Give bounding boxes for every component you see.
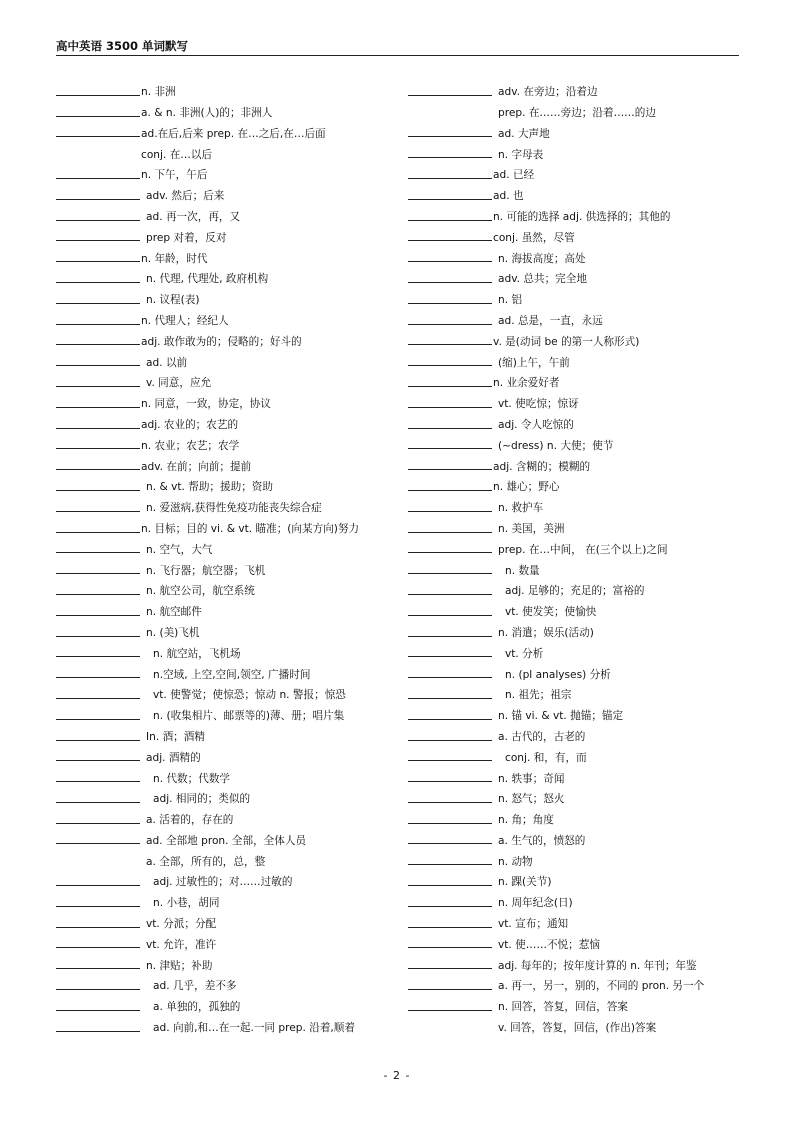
word-definition: n. 角；角度 <box>498 814 554 827</box>
word-definition: vt. 使警觉；使惊恐；惊动 n. 警报；惊恐 <box>153 689 346 702</box>
answer-blank[interactable] <box>408 636 492 637</box>
answer-blank[interactable] <box>408 199 492 200</box>
vocab-row <box>408 992 743 1013</box>
vocab-row <box>56 784 396 805</box>
vocab-row <box>56 327 396 348</box>
vocab-row <box>408 139 743 160</box>
word-definition: vt. 宣布；通知 <box>498 918 569 931</box>
answer-blank[interactable] <box>56 906 140 907</box>
answer-blank[interactable] <box>56 511 140 512</box>
word-definition: ad. 几乎，差不多 <box>153 980 237 993</box>
answer-blank[interactable] <box>56 178 140 179</box>
vocab-row <box>56 680 396 701</box>
answer-blank[interactable] <box>408 802 492 803</box>
right-vocabulary-column <box>408 77 743 1034</box>
answer-blank[interactable] <box>56 677 140 678</box>
word-definition: n. 可能的选择 adj. 供选择的；其他的 <box>493 210 671 223</box>
answer-blank[interactable] <box>408 698 492 699</box>
word-definition: n. 祖先；祖宗 <box>505 689 572 702</box>
vocab-row <box>56 243 396 264</box>
answer-blank[interactable] <box>56 1010 140 1011</box>
answer-blank[interactable] <box>408 927 492 928</box>
word-definition: n. 议程(表) <box>146 294 200 307</box>
answer-blank <box>408 116 492 117</box>
answer-blank[interactable] <box>56 344 140 345</box>
word-definition: conj. 和，有，而 <box>505 751 587 764</box>
vocab-row <box>408 784 743 805</box>
answer-blank[interactable] <box>408 906 492 907</box>
vocab-row <box>408 846 743 867</box>
answer-blank[interactable] <box>408 220 492 221</box>
word-definition: n. 字母表 <box>498 148 544 161</box>
word-definition: n. 农业；农艺；农学 <box>141 439 240 452</box>
answer-blank[interactable] <box>56 594 140 595</box>
answer-blank[interactable] <box>56 552 140 553</box>
word-definition: n. 锚 vi. & vt. 抛锚；锚定 <box>498 710 624 723</box>
word-definition: v. 同意，应允 <box>146 377 212 390</box>
answer-blank[interactable] <box>408 344 492 345</box>
answer-blank[interactable] <box>408 469 492 470</box>
answer-blank[interactable] <box>408 781 492 782</box>
vocab-row <box>56 867 396 888</box>
answer-blank[interactable] <box>56 615 140 616</box>
vocab-row <box>408 805 743 826</box>
vocab-row <box>56 98 396 119</box>
answer-blank[interactable] <box>408 386 492 387</box>
word-definition: ad. 也 <box>493 190 524 203</box>
word-definition: n. 踝(关节) <box>498 876 552 889</box>
vocab-row <box>408 98 743 119</box>
vocab-row <box>408 659 743 680</box>
answer-blank[interactable] <box>408 365 492 366</box>
answer-blank[interactable] <box>408 843 492 844</box>
word-definition: n. 小巷，胡同 <box>153 897 220 910</box>
answer-blank[interactable] <box>56 428 140 429</box>
vocab-row <box>408 722 743 743</box>
answer-blank[interactable] <box>408 511 492 512</box>
answer-blank[interactable] <box>56 636 140 637</box>
answer-blank[interactable] <box>56 698 140 699</box>
word-definition: n. 雄心；野心 <box>493 481 560 494</box>
vocab-row <box>56 139 396 160</box>
answer-blank[interactable] <box>408 178 492 179</box>
word-definition: n. 空气，大气 <box>146 543 213 556</box>
word-definition: n.空域, 上空,空间,领空, 广播时间 <box>153 668 311 681</box>
answer-blank[interactable] <box>408 490 492 491</box>
answer-blank[interactable] <box>56 719 140 720</box>
word-definition: prep. 在……旁边；沿着……的边 <box>498 107 656 119</box>
word-definition: adj. 敢作敢为的；侵略的；好斗的 <box>141 335 302 348</box>
answer-blank[interactable] <box>408 240 492 241</box>
answer-blank[interactable] <box>408 594 492 595</box>
vocab-row <box>408 306 743 327</box>
answer-blank[interactable] <box>56 365 140 366</box>
vocab-row <box>408 243 743 264</box>
vocab-row <box>56 347 396 368</box>
vocab-row <box>408 285 743 306</box>
vocab-row <box>56 805 396 826</box>
vocab-row <box>56 306 396 327</box>
vocab-row <box>408 535 743 556</box>
answer-blank[interactable] <box>56 968 140 969</box>
answer-blank[interactable] <box>56 1031 140 1032</box>
word-definition: a. 再一，另一，别的，不同的 pron. 另一个 <box>498 980 705 993</box>
word-definition: (缩)上午，午前 <box>498 356 570 369</box>
vocab-row <box>56 472 396 493</box>
answer-blank[interactable] <box>408 823 492 824</box>
vocab-row <box>408 743 743 764</box>
answer-blank[interactable] <box>56 95 140 96</box>
word-definition: a. 全部，所有的，总，整 <box>146 855 266 868</box>
word-definition: n. 轶事；奇闻 <box>498 772 565 785</box>
word-definition: In. 酒；酒精 <box>146 730 205 743</box>
answer-blank[interactable] <box>56 407 140 408</box>
vocab-row <box>408 950 743 971</box>
vocab-row <box>408 368 743 389</box>
vocab-row <box>56 846 396 867</box>
word-definition: n. 数量 <box>505 564 540 577</box>
answer-blank[interactable] <box>408 885 492 886</box>
vocab-row <box>56 223 396 244</box>
word-definition: n. 救护车 <box>498 502 544 515</box>
answer-blank[interactable] <box>408 261 492 262</box>
vocab-row <box>56 431 396 452</box>
answer-blank[interactable] <box>408 95 492 96</box>
vocab-row <box>56 763 396 784</box>
vocab-row <box>56 160 396 181</box>
vocab-row <box>56 451 396 472</box>
vocab-row <box>408 888 743 909</box>
word-definition: v. 回答，答复，回信，(作出)答案 <box>498 1022 657 1035</box>
vocab-row <box>408 909 743 930</box>
vocab-row <box>408 451 743 472</box>
vocab-row <box>408 181 743 202</box>
vocab-row <box>56 701 396 722</box>
vocab-row <box>408 410 743 431</box>
vocab-row <box>56 992 396 1013</box>
answer-blank[interactable] <box>56 282 140 283</box>
vocab-row <box>56 639 396 660</box>
word-definition: n. 目标；目的 vi. & vt. 瞄准；(向某方向)努力 <box>141 522 360 535</box>
vocab-row <box>56 1013 396 1034</box>
word-definition: n. 美国，美洲 <box>498 522 565 535</box>
word-definition: ad. 大声地 <box>498 127 550 140</box>
word-definition: n. & vt. 帮助；援助；资助 <box>146 481 273 494</box>
vocab-row <box>56 576 396 597</box>
word-definition: vt. 分析 <box>505 647 544 660</box>
word-definition: a. 生气的，愤怒的 <box>498 834 586 847</box>
answer-blank[interactable] <box>408 740 492 741</box>
answer-blank <box>56 157 140 158</box>
vocab-row <box>408 971 743 992</box>
answer-blank[interactable] <box>408 573 492 574</box>
answer-blank[interactable] <box>408 324 492 325</box>
vocab-row <box>56 493 396 514</box>
vocab-row <box>408 639 743 660</box>
answer-blank[interactable] <box>408 303 492 304</box>
word-definition: adv. 在旁边；沿着边 <box>498 86 598 99</box>
word-definition: n. 周年纪念(日) <box>498 897 573 910</box>
word-definition: ad. 已经 <box>493 169 535 182</box>
vocab-row <box>56 119 396 140</box>
answer-blank[interactable] <box>56 261 140 262</box>
word-definition: adj. 过敏性的；对……过敏的 <box>153 876 293 889</box>
vocab-row <box>408 514 743 535</box>
word-definition: ad. 向前,和…在一起.一同 prep. 沿着,顺着 <box>153 1022 355 1035</box>
word-definition: adj. 相同的；类似的 <box>153 793 251 806</box>
vocab-row <box>408 347 743 368</box>
answer-blank[interactable] <box>56 781 140 782</box>
vocab-row <box>56 618 396 639</box>
word-definition: prep. 在…中间， 在(三个以上)之间 <box>498 543 668 556</box>
vocab-row <box>408 930 743 951</box>
word-definition: n. 消遣；娱乐(活动) <box>498 626 594 639</box>
word-definition: n. 怒气；怒火 <box>498 793 565 806</box>
word-definition: a. 活着的，存在的 <box>146 814 234 827</box>
vocab-row <box>408 826 743 847</box>
vocab-row <box>56 202 396 223</box>
answer-blank[interactable] <box>408 615 492 616</box>
vocab-row <box>408 389 743 410</box>
answer-blank[interactable] <box>56 199 140 200</box>
vocab-row <box>408 867 743 888</box>
vocab-row <box>408 576 743 597</box>
vocab-row <box>408 493 743 514</box>
answer-blank <box>408 1031 492 1032</box>
vocab-row <box>408 431 743 452</box>
vocab-row <box>56 950 396 971</box>
vocab-row <box>408 327 743 348</box>
word-definition: adj. 足够的；充足的；富裕的 <box>505 585 645 598</box>
vocab-row <box>408 701 743 722</box>
vocab-row <box>56 410 396 431</box>
word-definition: n. 非洲 <box>141 86 176 99</box>
vocab-row <box>56 909 396 930</box>
word-definition: n. 业余爱好者 <box>493 377 560 390</box>
word-definition: n. 航空公司，航空系统 <box>146 585 255 598</box>
answer-blank[interactable] <box>408 968 492 969</box>
word-definition: n. 飞行器；航空器；飞机 <box>146 564 266 577</box>
word-definition: adv. 总共；完全地 <box>498 273 587 286</box>
answer-blank[interactable] <box>408 428 492 429</box>
answer-blank[interactable] <box>56 823 140 824</box>
word-definition: prep 对着，反对 <box>146 231 227 244</box>
word-definition: n. 同意，一致，协定，协议 <box>141 398 271 411</box>
left-vocabulary-column <box>56 77 396 1034</box>
vocab-row <box>56 77 396 98</box>
vocab-row <box>56 285 396 306</box>
answer-blank[interactable] <box>56 885 140 886</box>
answer-blank[interactable] <box>56 760 140 761</box>
word-definition: n. 回答，答复，回信，答案 <box>498 1001 628 1014</box>
vocab-row <box>56 930 396 951</box>
vocab-row <box>408 680 743 701</box>
vocab-row <box>56 389 396 410</box>
word-definition: n. 下午，午后 <box>141 169 208 182</box>
word-definition: n. (美)飞机 <box>146 626 200 639</box>
answer-blank[interactable] <box>56 324 140 325</box>
word-definition: vt. 使……不悦；惹恼 <box>498 938 600 951</box>
page-header-title: 高中英语 3500 单词默写 <box>56 39 189 53</box>
answer-blank[interactable] <box>56 469 140 470</box>
answer-blank[interactable] <box>56 220 140 221</box>
vocab-row <box>56 659 396 680</box>
word-definition: n. (收集相片、邮票等的)薄、册；唱片集 <box>153 710 345 723</box>
word-definition: n. 代数；代数学 <box>153 772 231 785</box>
vocab-row <box>56 264 396 285</box>
vocab-row <box>408 202 743 223</box>
vocab-row <box>408 763 743 784</box>
answer-blank[interactable] <box>408 532 492 533</box>
vocab-row <box>408 597 743 618</box>
word-definition: adj. 含糊的；模糊的 <box>493 460 591 473</box>
answer-blank[interactable] <box>56 573 140 574</box>
answer-blank[interactable] <box>56 947 140 948</box>
answer-blank[interactable] <box>408 448 492 449</box>
answer-blank <box>56 864 140 865</box>
vocab-row <box>408 119 743 140</box>
vocab-row <box>56 181 396 202</box>
word-definition: adv. 然后；后来 <box>146 190 225 203</box>
answer-blank[interactable] <box>408 719 492 720</box>
vocab-row <box>56 368 396 389</box>
vocab-row <box>56 555 396 576</box>
word-definition: vt. 允许，准许 <box>146 938 217 951</box>
answer-blank[interactable] <box>408 760 492 761</box>
word-definition: n. 年龄，时代 <box>141 252 208 265</box>
word-definition: n. 航空邮件 <box>146 606 202 619</box>
answer-blank[interactable] <box>56 989 140 990</box>
word-definition: a. 古代的，古老的 <box>498 730 586 743</box>
vocab-row <box>56 888 396 909</box>
word-definition: ad.在后,后来 prep. 在…之后,在…后面 <box>141 127 326 140</box>
answer-blank[interactable] <box>56 802 140 803</box>
vocab-row <box>56 743 396 764</box>
word-definition: adj. 令人吃惊的 <box>498 418 574 431</box>
answer-blank[interactable] <box>408 552 492 553</box>
vocab-row <box>408 223 743 244</box>
word-definition: vt. 使发笑；使愉快 <box>505 606 597 619</box>
word-definition: adj. 酒精的 <box>146 751 201 764</box>
vocab-row <box>56 826 396 847</box>
answer-blank[interactable] <box>56 740 140 741</box>
answer-blank[interactable] <box>408 407 492 408</box>
word-definition: n. 铝 <box>498 294 523 307</box>
answer-blank[interactable] <box>408 136 492 137</box>
word-definition: ad. 总是，一直，永远 <box>498 314 603 327</box>
answer-blank[interactable] <box>56 116 140 117</box>
word-definition: n. 航空站，飞机场 <box>153 647 241 660</box>
answer-blank[interactable] <box>408 864 492 865</box>
word-definition: conj. 在…以后 <box>141 148 213 161</box>
vocab-row <box>56 722 396 743</box>
word-definition: v. 是(动词 be 的第一人称形式) <box>493 335 640 348</box>
answer-blank[interactable] <box>56 303 140 304</box>
vocab-row <box>408 160 743 181</box>
answer-blank[interactable] <box>56 240 140 241</box>
answer-blank[interactable] <box>56 136 140 137</box>
word-definition: a. & n. 非洲(人)的；非洲人 <box>141 107 273 119</box>
answer-blank[interactable] <box>56 490 140 491</box>
word-definition: n. 代理人；经纪人 <box>141 314 229 327</box>
answer-blank[interactable] <box>56 448 140 449</box>
word-definition: n. 爱滋病,获得性免疫功能丧失综合症 <box>146 502 322 515</box>
word-definition: adv. 在前；向前；提前 <box>141 460 252 473</box>
answer-blank[interactable] <box>408 656 492 657</box>
word-definition: n. 动物 <box>498 855 533 868</box>
answer-blank[interactable] <box>56 843 140 844</box>
answer-blank[interactable] <box>408 1010 492 1011</box>
vocab-row <box>408 77 743 98</box>
vocab-row <box>408 264 743 285</box>
header-divider <box>56 55 739 56</box>
word-definition: a. 单独的，孤独的 <box>153 1001 241 1014</box>
word-definition: ad. 以前 <box>146 356 188 369</box>
word-definition: ad. 全部地 pron. 全部，全体人员 <box>146 834 307 847</box>
word-definition: n. 津贴；补助 <box>146 959 213 972</box>
word-definition: vt. 分派；分配 <box>146 918 217 931</box>
answer-blank[interactable] <box>408 282 492 283</box>
word-definition: ad. 再一次，再，又 <box>146 210 241 223</box>
vocab-row <box>56 514 396 535</box>
vocab-row <box>408 555 743 576</box>
word-definition: adj. 每年的；按年度计算的 n. 年刊；年鉴 <box>498 959 697 972</box>
answer-blank[interactable] <box>56 927 140 928</box>
answer-blank[interactable] <box>56 386 140 387</box>
vocab-row <box>408 618 743 639</box>
word-definition: n. (pl analyses) 分析 <box>505 668 611 681</box>
word-definition: adj. 农业的；农艺的 <box>141 418 239 431</box>
vocab-row <box>408 1013 743 1034</box>
answer-blank[interactable] <box>408 989 492 990</box>
vocab-row <box>408 472 743 493</box>
page-number: - 2 - <box>383 1069 411 1082</box>
word-definition: conj. 虽然，尽管 <box>493 231 575 244</box>
word-definition: (~dress) n. 大使；使节 <box>498 439 614 452</box>
vocab-row <box>56 597 396 618</box>
answer-blank[interactable] <box>408 947 492 948</box>
answer-blank[interactable] <box>408 157 492 158</box>
vocab-row <box>56 535 396 556</box>
word-definition: n. 代理, 代理处, 政府机构 <box>146 273 269 286</box>
vocab-row <box>56 971 396 992</box>
answer-blank[interactable] <box>56 656 140 657</box>
answer-blank[interactable] <box>408 677 492 678</box>
answer-blank[interactable] <box>56 532 140 533</box>
word-definition: vt. 使吃惊；惊讶 <box>498 398 579 411</box>
word-definition: n. 海拔高度；高处 <box>498 252 586 265</box>
